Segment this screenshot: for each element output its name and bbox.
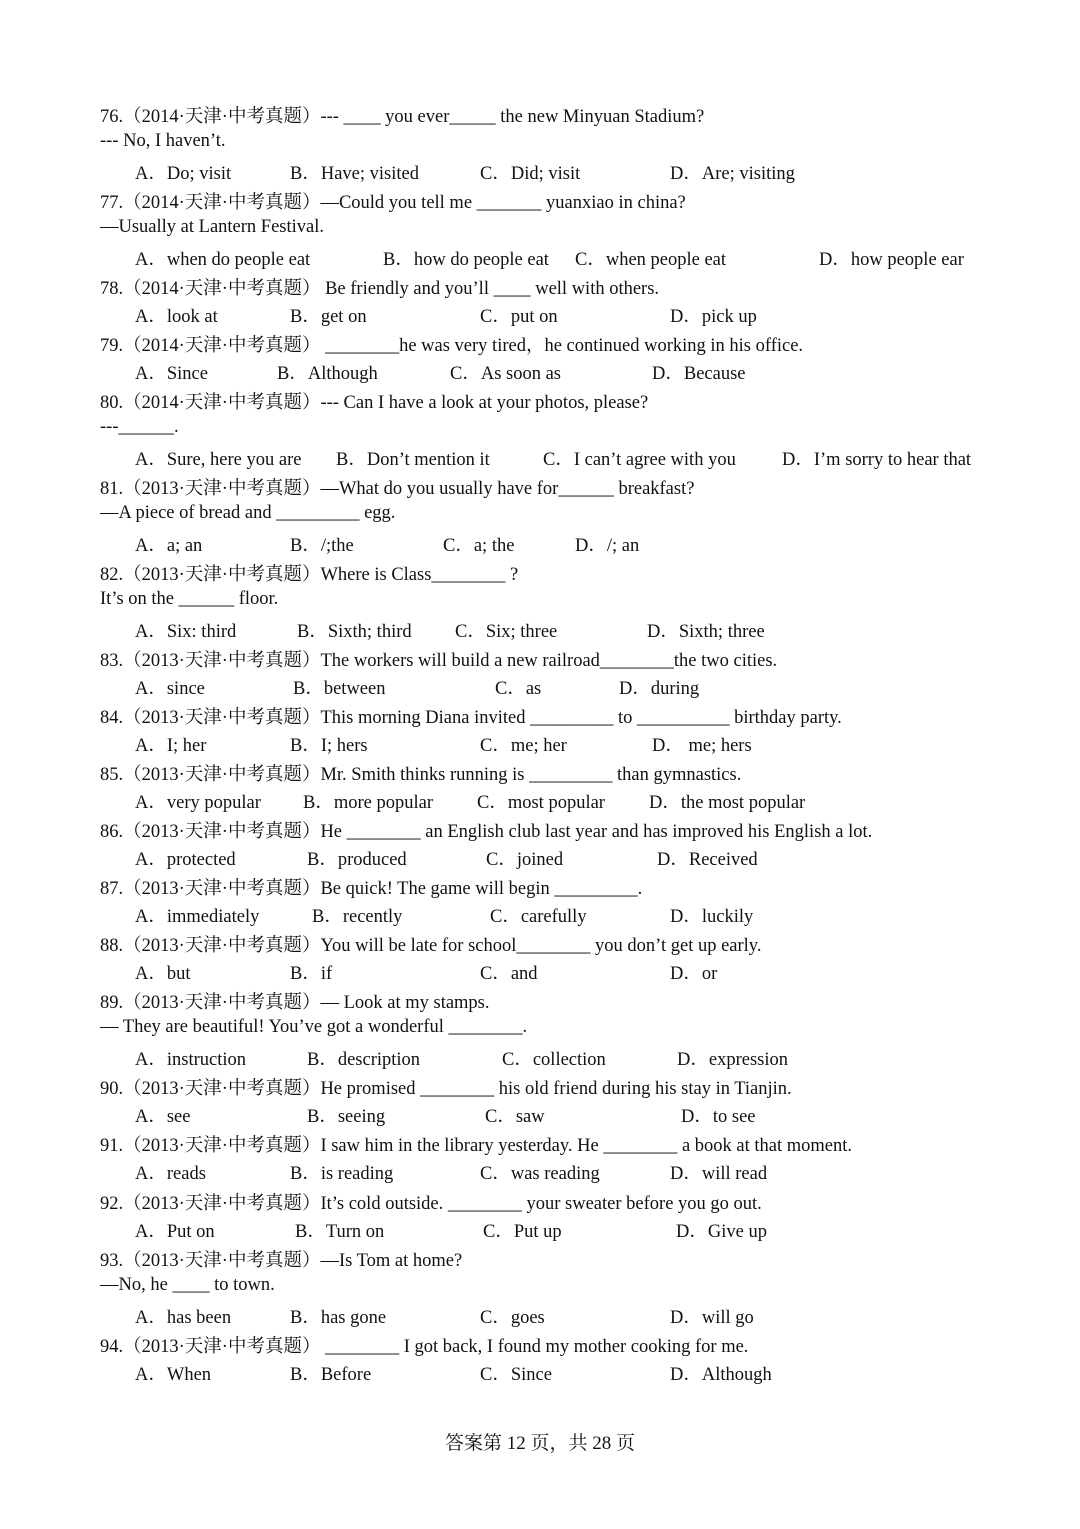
question-stem: 90.（2013·天津·中考真题）He promised ________ his old friend during his stay in Tianjin. bbox=[100, 1079, 792, 1099]
option-a: A．very popular bbox=[135, 793, 261, 813]
option-b: B．Sixth; third bbox=[297, 622, 412, 642]
options-row bbox=[135, 1159, 995, 1183]
option-d: D．the most popular bbox=[649, 793, 806, 813]
options-row bbox=[135, 159, 995, 183]
option-b: B．Have; visited bbox=[290, 164, 419, 184]
options-row bbox=[135, 531, 995, 555]
question-subline: —A piece of bread and _________ egg. bbox=[100, 503, 396, 523]
option-c: C．Six; three bbox=[455, 622, 558, 642]
option-c: C．As soon as bbox=[450, 364, 562, 384]
option-a: A．When bbox=[135, 1365, 212, 1385]
option-c: C．and bbox=[480, 964, 538, 984]
option-c: C．joined bbox=[486, 850, 564, 870]
option-c: C．was reading bbox=[480, 1164, 600, 1184]
options-row bbox=[135, 1303, 995, 1327]
option-b: B．Turn on bbox=[295, 1222, 385, 1242]
question-subline: ---______. bbox=[100, 417, 179, 437]
options-row bbox=[135, 1360, 995, 1384]
option-c: C．when people eat bbox=[575, 250, 727, 270]
option-a: A．has been bbox=[135, 1308, 232, 1328]
options-row bbox=[135, 1217, 995, 1241]
option-d: D．during bbox=[619, 679, 700, 699]
question-stem: 79.（2014·天津·中考真题） ________he was very tired，he continued working in his office. bbox=[100, 336, 804, 356]
option-c: C．a; the bbox=[443, 536, 515, 556]
question-stem: 93.（2013·天津·中考真题）—Is Tom at home? bbox=[100, 1251, 463, 1271]
options-row bbox=[135, 302, 995, 326]
option-d: D．Give up bbox=[676, 1222, 767, 1242]
question-stem: 77.（2014·天津·中考真题）—Could you tell me _______ yuanxiao in china? bbox=[100, 193, 686, 213]
option-a: A．when do people eat bbox=[135, 250, 311, 270]
option-d: D．Sixth; three bbox=[647, 622, 765, 642]
question-stem: 78.（2014·天津·中考真题） Be friendly and you’ll ____ well with others. bbox=[100, 279, 660, 299]
option-a: A．but bbox=[135, 964, 191, 984]
option-a: A．Do; visit bbox=[135, 164, 232, 184]
option-b: B．produced bbox=[307, 850, 407, 870]
option-b: B．between bbox=[293, 679, 386, 699]
option-b: B．seeing bbox=[307, 1107, 386, 1127]
question-stem: 85.（2013·天津·中考真题）Mr. Smith thinks running is _________ than gymnastics. bbox=[100, 765, 742, 785]
option-a: A．see bbox=[135, 1107, 191, 1127]
options-row bbox=[135, 731, 995, 755]
question-stem: 84.（2013·天津·中考真题）This morning Diana invited _________ to __________ birthday party. bbox=[100, 708, 842, 728]
option-c: C．Did; visit bbox=[480, 164, 581, 184]
option-b: B．get on bbox=[290, 307, 367, 327]
option-b: B．description bbox=[307, 1050, 421, 1070]
option-b: B．Before bbox=[290, 1365, 372, 1385]
option-c: C．as bbox=[495, 679, 542, 699]
question-subline: —Usually at Lantern Festival. bbox=[100, 217, 325, 237]
option-b: B．/;the bbox=[290, 536, 354, 556]
option-c: C．Since bbox=[480, 1365, 552, 1385]
option-c: C．Put up bbox=[483, 1222, 562, 1242]
option-a: A．look at bbox=[135, 307, 218, 327]
option-c: C．goes bbox=[480, 1308, 545, 1328]
option-b: B．is reading bbox=[290, 1164, 394, 1184]
option-d: D．Because bbox=[652, 364, 746, 384]
question-stem: 86.（2013·天津·中考真题）He ________ an English club last year and has improved his English a lot. bbox=[100, 822, 873, 842]
question-stem: 80.（2014·天津·中考真题）--- Can I have a look at your photos, please? bbox=[100, 393, 649, 413]
option-b: B．recently bbox=[312, 907, 403, 927]
option-b: B．I; hers bbox=[290, 736, 368, 756]
option-a: A．immediately bbox=[135, 907, 260, 927]
question-subline: It’s on the ______ floor. bbox=[100, 589, 279, 609]
page-footer: 答案第 12 页，共 28 页 bbox=[444, 1433, 635, 1454]
option-a: A．Sure, here you are bbox=[135, 450, 302, 470]
option-d: D．Are; visiting bbox=[670, 164, 795, 184]
option-a: A．Six: third bbox=[135, 622, 237, 642]
question-subline: — They are beautiful! You’ve got a wonderful ________. bbox=[100, 1017, 528, 1037]
options-row bbox=[135, 245, 995, 269]
question-stem: 88.（2013·天津·中考真题）You will be late for school________ you don’t get up early. bbox=[100, 936, 762, 956]
option-d: D．pick up bbox=[670, 307, 757, 327]
option-b: B．has gone bbox=[290, 1308, 387, 1328]
options-row bbox=[135, 674, 995, 698]
question-stem: 94.（2013·天津·中考真题） ________ I got back, I found my mother cooking for me. bbox=[100, 1337, 749, 1357]
option-d: D．to see bbox=[681, 1107, 756, 1127]
question-stem: 81.（2013·天津·中考真题）—What do you usually have for______ breakfast? bbox=[100, 479, 695, 499]
question-subline: --- No, I haven’t. bbox=[100, 131, 226, 151]
option-d: D．or bbox=[670, 964, 718, 984]
question-stem: 87.（2013·天津·中考真题）Be quick! The game will begin _________. bbox=[100, 879, 643, 899]
question-subline: —No, he ____ to town. bbox=[100, 1275, 275, 1295]
option-d: D．how people ear bbox=[819, 250, 964, 270]
options-row bbox=[135, 845, 995, 869]
option-d: D．will read bbox=[670, 1164, 768, 1184]
options-row bbox=[135, 788, 995, 812]
option-c: C．saw bbox=[485, 1107, 545, 1127]
question-stem: 91.（2013·天津·中考真题）I saw him in the library yesterday. He ________ a book at that moment. bbox=[100, 1136, 853, 1156]
option-c: C．I can’t agree with you bbox=[543, 450, 736, 470]
option-c: C．collection bbox=[502, 1050, 606, 1070]
question-stem: 76.（2014·天津·中考真题）--- ____ you ever_____ the new Minyuan Stadium? bbox=[100, 107, 705, 127]
option-d: D．will go bbox=[670, 1308, 754, 1328]
option-a: A．Put on bbox=[135, 1222, 215, 1242]
options-row bbox=[135, 617, 995, 641]
question-stem: 89.（2013·天津·中考真题）— Look at my stamps. bbox=[100, 993, 490, 1013]
option-c: C．me; her bbox=[480, 736, 567, 756]
option-b: B．Although bbox=[277, 364, 378, 384]
option-a: A．since bbox=[135, 679, 205, 699]
option-a: A．instruction bbox=[135, 1050, 246, 1070]
option-a: A．protected bbox=[135, 850, 236, 870]
option-d: D．Received bbox=[657, 850, 758, 870]
option-b: B．more popular bbox=[303, 793, 433, 813]
option-c: C．carefully bbox=[490, 907, 587, 927]
option-d: D．I’m sorry to hear that bbox=[782, 450, 972, 470]
option-a: A．Since bbox=[135, 364, 208, 384]
option-d: D．luckily bbox=[670, 907, 754, 927]
question-stem: 83.（2013·天津·中考真题）The workers will build a new railroad________the two cities. bbox=[100, 651, 778, 671]
options-row bbox=[135, 1045, 995, 1069]
question-stem: 82.（2013·天津·中考真题）Where is Class________ ? bbox=[100, 565, 519, 585]
options-row bbox=[135, 1102, 995, 1126]
options-row bbox=[135, 959, 995, 983]
option-d: D．expression bbox=[677, 1050, 788, 1070]
option-a: A．reads bbox=[135, 1164, 206, 1184]
option-d: D． me; hers bbox=[652, 736, 752, 756]
option-a: A．a; an bbox=[135, 536, 203, 556]
option-d: D．Although bbox=[670, 1365, 772, 1385]
option-c: C．put on bbox=[480, 307, 558, 327]
options-row bbox=[135, 902, 995, 926]
option-b: B．Don’t mention it bbox=[336, 450, 490, 470]
question-stem: 92.（2013·天津·中考真题）It’s cold outside. ________ your sweater before you go out. bbox=[100, 1194, 762, 1214]
options-row bbox=[135, 445, 995, 469]
option-a: A．I; her bbox=[135, 736, 207, 756]
option-c: C．most popular bbox=[477, 793, 605, 813]
options-row bbox=[135, 359, 995, 383]
option-d: D．/; an bbox=[575, 536, 640, 556]
option-b: B．how do people eat bbox=[383, 250, 549, 270]
option-b: B．if bbox=[290, 964, 333, 984]
